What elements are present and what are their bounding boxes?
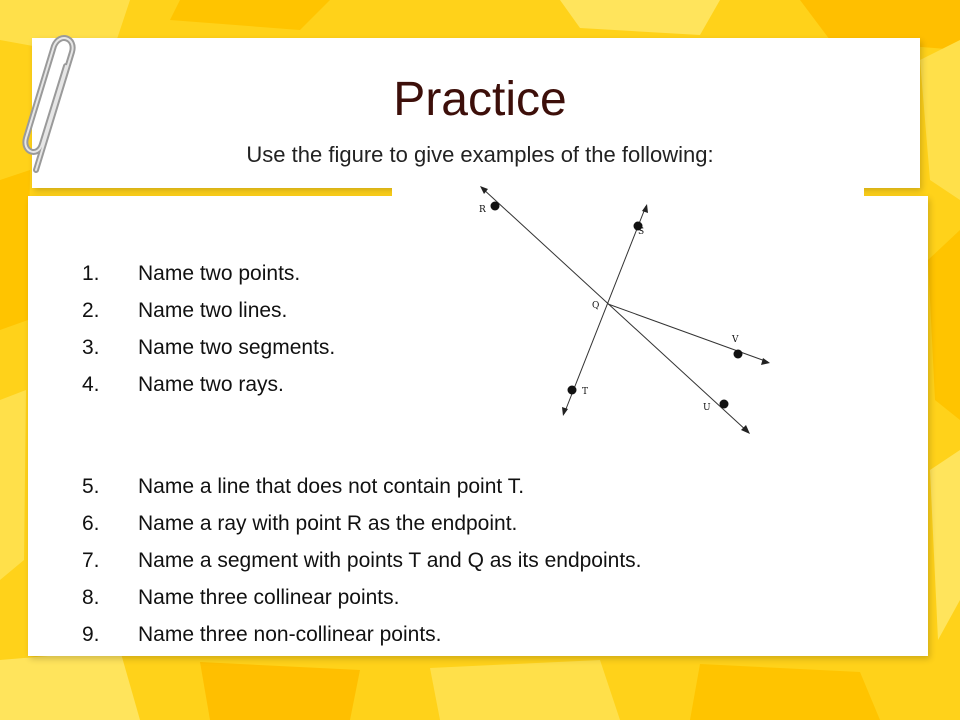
label-t: T (582, 387, 589, 397)
arrow-t (562, 407, 568, 416)
list-item (82, 511, 642, 548)
list-item (82, 548, 642, 585)
list-item (82, 298, 335, 335)
item-number: 6. (82, 512, 100, 535)
point-u (720, 400, 729, 409)
point-v (734, 350, 743, 359)
item-text: Name two rays. (138, 373, 284, 396)
label-s: S (638, 227, 645, 237)
item-text: Name three non-collinear points. (138, 623, 442, 646)
item-text: Name a line that does not contain point T. (138, 475, 525, 498)
list-item (82, 372, 335, 409)
list-item (82, 474, 642, 511)
label-v: V (732, 335, 739, 345)
item-text: Name two segments. (138, 336, 336, 359)
list-item (82, 335, 335, 372)
list-item (82, 622, 642, 659)
item-number: 8. (82, 586, 100, 609)
question-list-part1 (82, 261, 335, 409)
item-number: 7. (82, 549, 100, 572)
line-sqt (564, 206, 646, 414)
label-u: U (703, 403, 711, 413)
item-number: 3. (82, 336, 100, 359)
item-text: Name two points. (138, 262, 301, 285)
ray-qv (608, 304, 768, 362)
label-q: Q (592, 301, 600, 311)
geometry-figure (392, 168, 864, 440)
item-text: Name three collinear points. (138, 586, 400, 609)
arrow-s (642, 204, 648, 213)
point-r (491, 202, 500, 211)
item-number: 4. (82, 373, 100, 396)
item-text: Name two lines. (138, 299, 288, 322)
item-number: 1. (82, 262, 100, 285)
label-r: R (479, 205, 486, 215)
item-text: Name a ray with point R as the endpoint. (138, 512, 518, 535)
item-text: Name a segment with points T and Q as its endpoints. (138, 549, 642, 572)
list-item (82, 585, 642, 622)
slide-subtitle: Use the figure to give examples of the following: (246, 142, 714, 167)
list-item (82, 261, 335, 298)
line-rqu (482, 188, 748, 432)
slide-title: Practice (393, 73, 567, 126)
point-t (568, 386, 577, 395)
arrow-v (761, 358, 770, 365)
question-list-part2 (82, 474, 642, 659)
item-number: 9. (82, 623, 100, 646)
item-number: 2. (82, 299, 100, 322)
item-number: 5. (82, 475, 100, 498)
